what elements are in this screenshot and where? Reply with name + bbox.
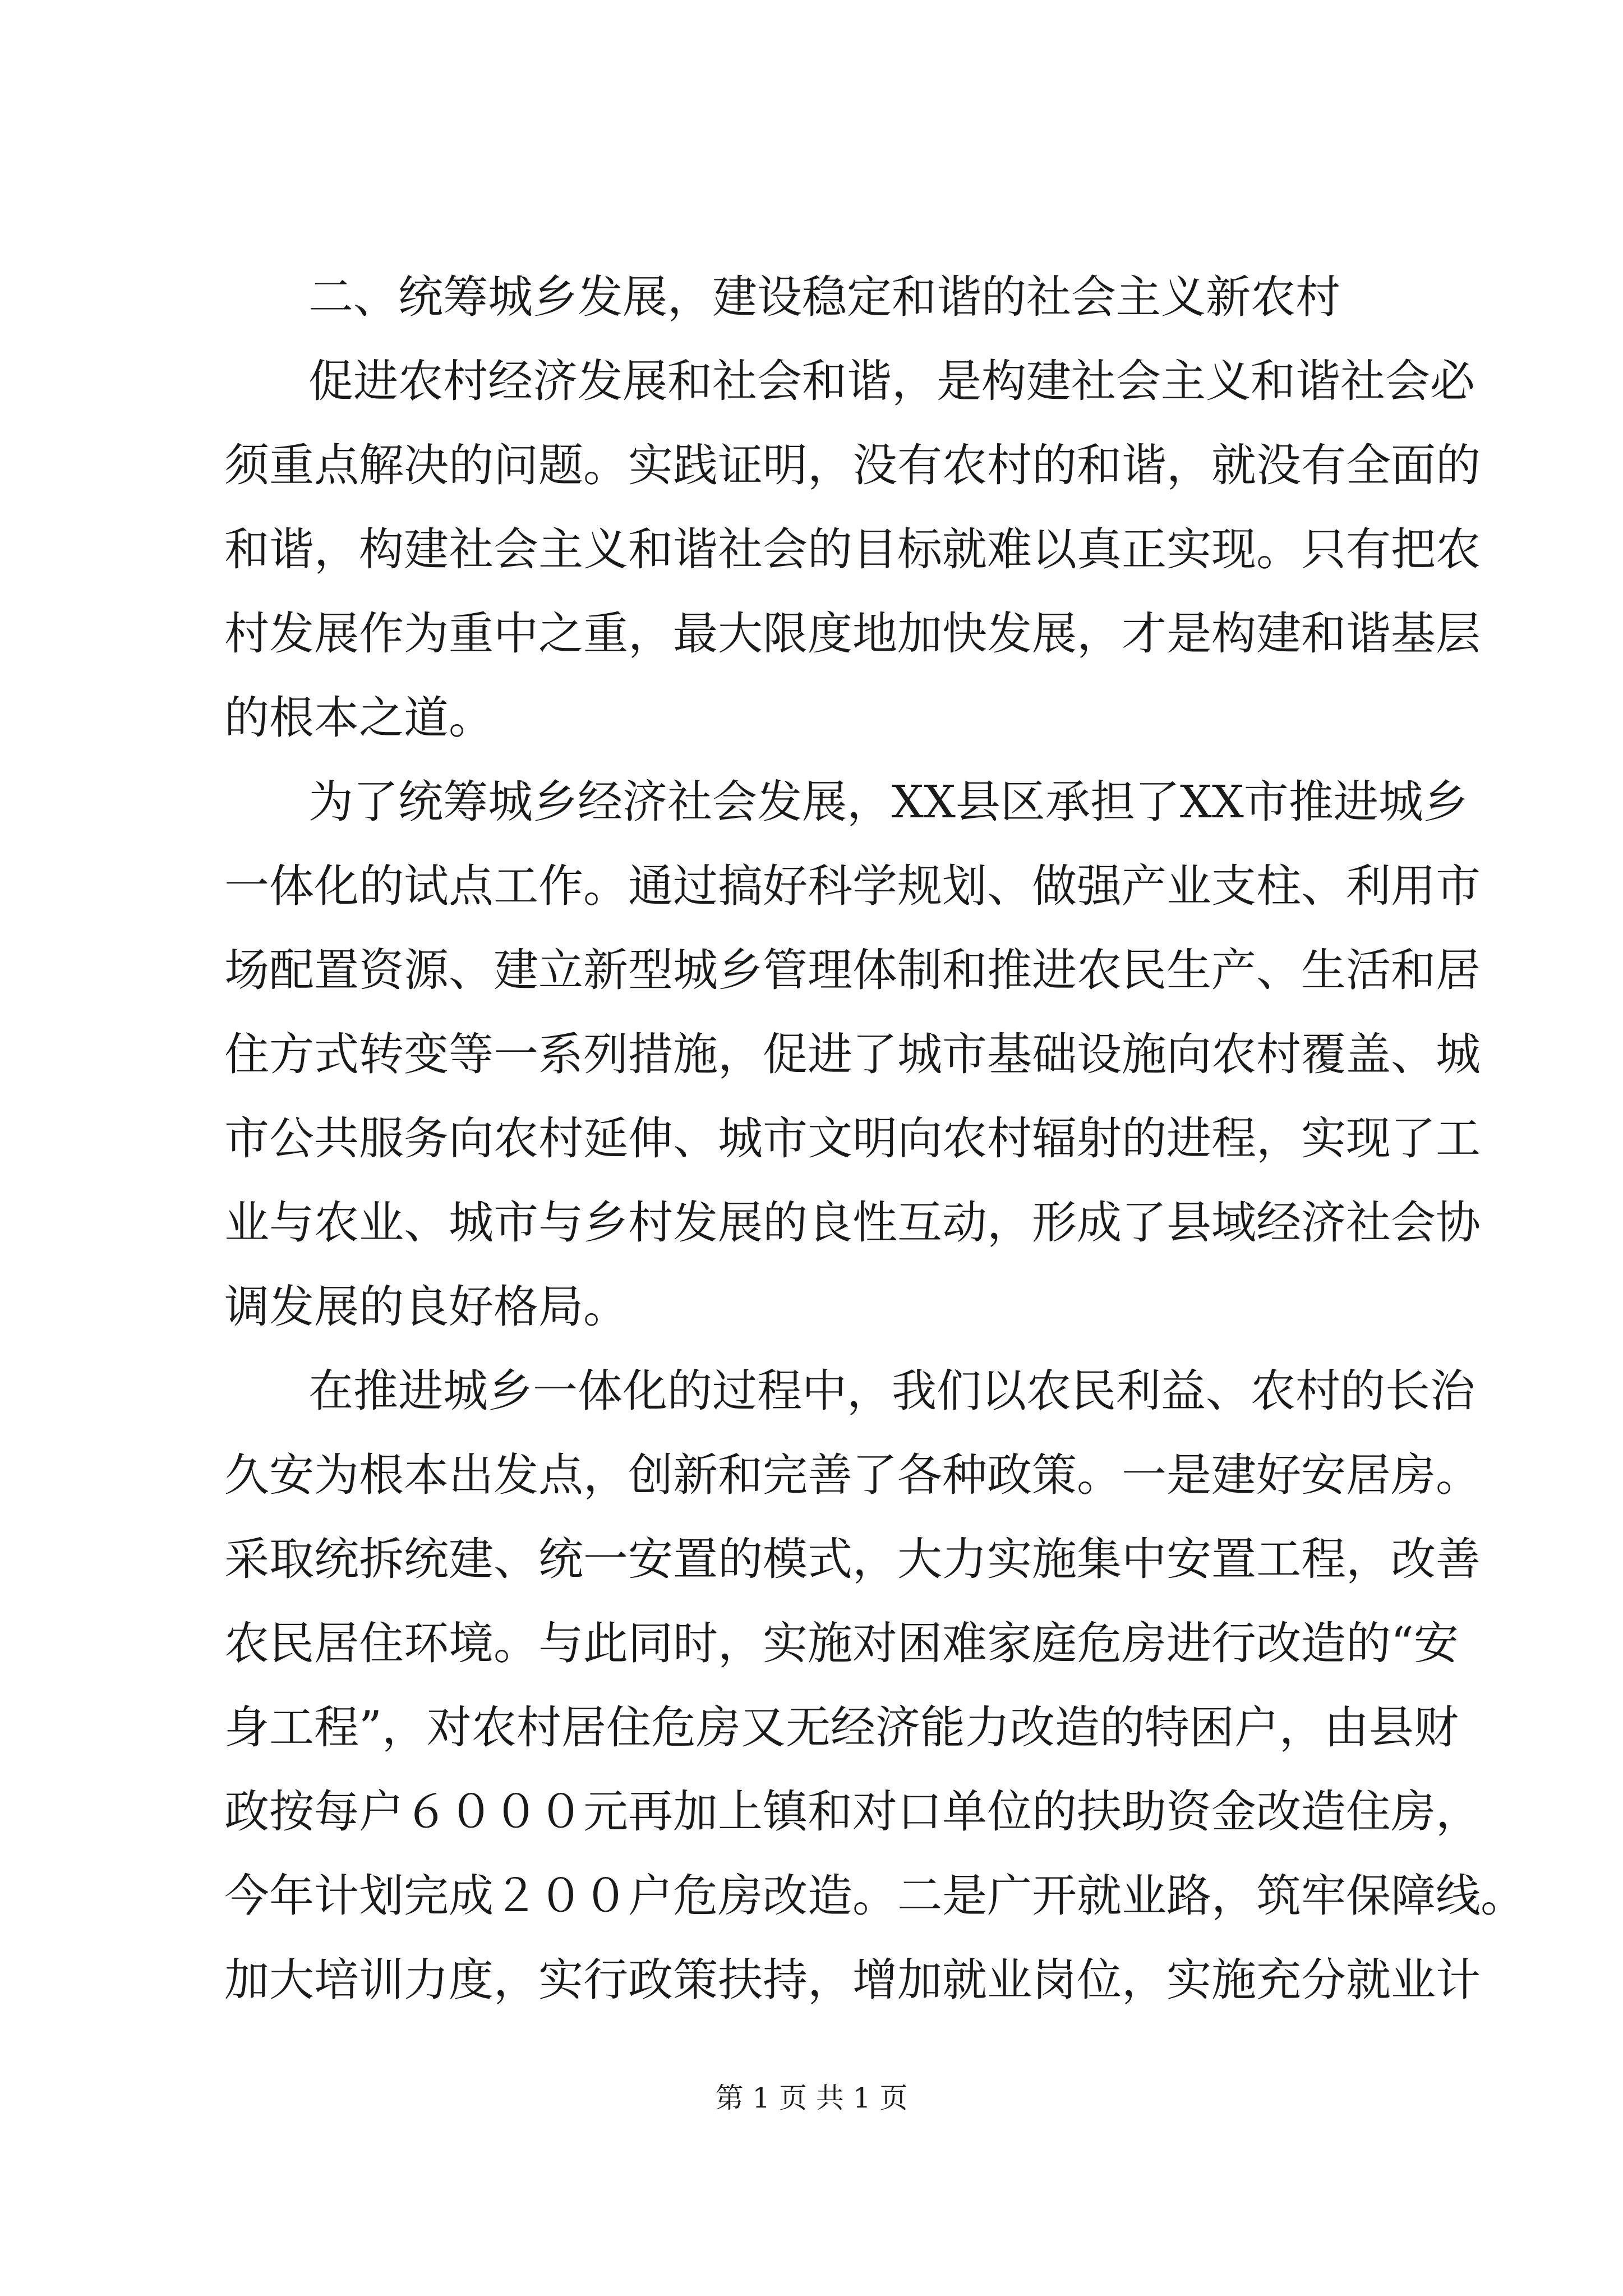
paragraph xyxy=(224,1349,1525,2022)
paragraph-line: 促进农村经济发展和社会和谐，是构建社会主义和谐社会必 xyxy=(308,355,1475,407)
paragraph-line: 的根本之道。 xyxy=(224,692,494,744)
paragraph-line: 须重点解决的问题。实践证明，没有农村的和谐，就没有全面的 xyxy=(224,439,1481,491)
paragraph-line: 在推进城乡一体化的过程中，我们以农民利益、农村的长治 xyxy=(308,1365,1475,1417)
paragraph-line: 一体化的试点工作。通过搞好科学规划、做强产业支柱、利用市 xyxy=(224,860,1481,912)
paragraph-line: 身工程”，对农村居住危房又无经济能力改造的特困户，由县财 xyxy=(224,1701,1459,1754)
paragraph xyxy=(224,339,1481,760)
paragraph-line: 农民居住环境。与此同时，实施对困难家庭危房进行改造的“安 xyxy=(224,1617,1459,1669)
paragraph-line: 村发展作为重中之重，最大限度地加快发展，才是构建和谐基层 xyxy=(224,608,1481,660)
paragraph-line: 久安为根本出发点，创新和完善了各种政策。一是建好安居房。 xyxy=(224,1449,1481,1501)
paragraph-line: 和谐，构建社会主义和谐社会的目标就难以真正实现。只有把农 xyxy=(224,523,1481,576)
document-body xyxy=(224,255,1525,2022)
paragraph-line: 场配置资源、建立新型城乡管理体制和推进农民生产、生活和居 xyxy=(224,944,1481,996)
page-number-footer: 第 1 页 共 1 页 xyxy=(715,2082,908,2114)
paragraph-line: 政按每户６０００元再加上镇和对口单位的扶助资金改造住房， xyxy=(224,1786,1481,1838)
paragraph-line: 调发展的良好格局。 xyxy=(224,1281,628,1333)
paragraph-line: 为了统筹城乡经济社会发展，XX县区承担了XX市推进城乡 xyxy=(308,776,1468,828)
paragraph-line: 业与农业、城市与乡村发展的良性互动，形成了县域经济社会协 xyxy=(224,1197,1481,1249)
section-heading: 二、统筹城乡发展，建设稳定和谐的社会主义新农村 xyxy=(308,271,1340,323)
paragraph-line: 住方式转变等一系列措施，促进了城市基础设施向农村覆盖、城 xyxy=(224,1028,1481,1080)
paragraph-line: 市公共服务向农村延伸、城市文明向农村辐射的进程，实现了工 xyxy=(224,1112,1481,1165)
paragraph-line: 加大培训力度，实行政策扶持，增加就业岗位，实施充分就业计 xyxy=(224,1954,1481,2006)
paragraph xyxy=(224,760,1481,1349)
paragraph-line: 今年计划完成２００户危房改造。二是广开就业路，筑牢保障线。 xyxy=(224,1870,1525,1922)
paragraph-line: 采取统拆统建、统一安置的模式，大力实施集中安置工程，改善 xyxy=(224,1533,1481,1585)
